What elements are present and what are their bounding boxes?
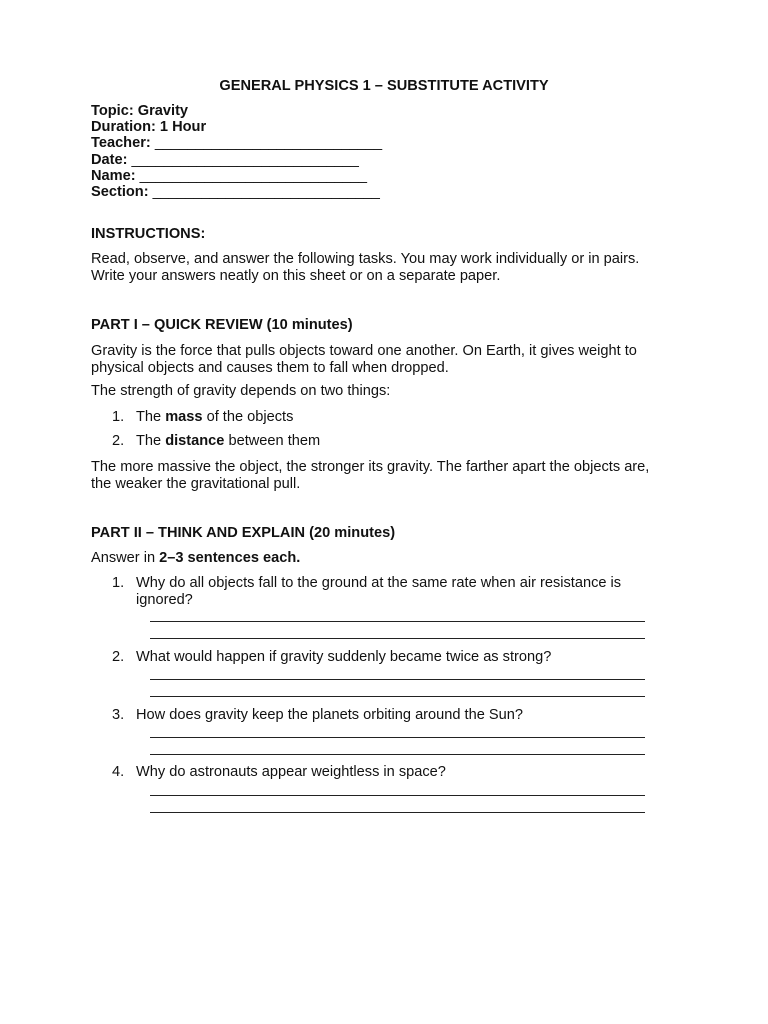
answer-line[interactable] [150,812,645,813]
list-item [112,649,672,666]
list-item [112,433,672,450]
list-item-number: 2. [112,433,125,449]
instructions-line-1: Read, observe, and answer the following tasks. You may work individually or in pairs. [91,251,640,267]
teacher-blank[interactable]: ____________________________ [154,135,383,152]
list-item-text: The [136,433,166,449]
part1-list-2 [112,433,672,450]
question-2 [112,649,672,666]
question-number: 2. [112,649,125,665]
list-item-bold: mass [165,409,203,425]
answer-line[interactable] [150,679,645,680]
answer-line[interactable] [150,737,645,738]
list-item-number: 1. [112,409,125,425]
part1-intro [91,343,681,376]
topic-line: Topic: Gravity [91,103,189,119]
answer-instruction-text: Answer in [91,550,160,566]
list-item-text: of the objects [202,409,294,425]
worksheet-title: GENERAL PHYSICS 1 – SUBSTITUTE ACTIVITY [219,78,549,94]
part1-list [112,409,672,426]
worksheet-header [91,103,382,200]
question-3 [112,707,672,724]
answer-line[interactable] [150,621,645,622]
part1-heading: PART I – QUICK REVIEW (10 minutes) [91,317,353,333]
list-item [112,575,672,608]
list-item [112,409,672,426]
list-item-text: between them [224,433,321,449]
list-item [112,764,672,781]
part1-closing [91,459,681,492]
question-text-line-1: How does gravity keep the planets orbiting around the Sun? [136,707,523,723]
question-number: 4. [112,764,125,780]
answer-line[interactable] [150,696,645,697]
instructions-line-2: Write your answers neatly on this sheet or on a separate paper. [91,267,501,284]
teacher-label: Teacher: [91,135,155,152]
section-blank[interactable]: ____________________________ [152,183,380,200]
part2-answer-instruction [91,550,681,567]
instructions-text [91,251,681,284]
list-item-bold: distance [165,433,225,449]
question-text-line-1: Why do all objects fall to the ground at the same rate when air resistance is [136,575,622,591]
teacher-line [91,135,382,151]
duration-line: Duration: 1 Hour [91,119,207,136]
answer-instruction-bold: 2–3 sentences each. [159,550,301,566]
question-number: 3. [112,707,125,723]
name-line [91,168,382,184]
part1-closing-line-2: the weaker the gravitational pull. [91,475,301,492]
part1-closing-line-1: The more massive the object, the stronger its gravity. The farther apart the objects are, [91,459,650,475]
answer-line[interactable] [150,754,645,755]
part1-strength: The strength of gravity depends on two things: [91,383,391,399]
name-blank[interactable]: ____________________________ [139,167,367,184]
list-item [112,707,672,724]
part1-intro-line-2: physical objects and causes them to fall when dropped. [91,359,449,376]
section-line [91,184,382,200]
date-label: Date: [91,151,132,168]
answer-line[interactable] [150,638,645,639]
question-text-line-1: What would happen if gravity suddenly became twice as strong? [136,649,552,665]
question-text-line-1: Why do astronauts appear weightless in space? [136,764,446,780]
date-blank[interactable]: ____________________________ [131,151,359,168]
question-text-line-2: ignored? [136,591,193,608]
section-label: Section: [91,183,153,200]
name-label: Name: [91,167,140,184]
question-number: 1. [112,575,125,591]
part2-heading: PART II – THINK AND EXPLAIN (20 minutes) [91,525,396,541]
list-item-text: The [136,409,166,425]
instructions-heading: INSTRUCTIONS: [91,226,206,242]
answer-line[interactable] [150,795,645,796]
date-line [91,152,382,168]
question-4 [112,764,672,781]
question-1 [112,575,672,608]
part1-intro-line-1: Gravity is the force that pulls objects toward one another. On Earth, it gives weight to [91,343,637,359]
